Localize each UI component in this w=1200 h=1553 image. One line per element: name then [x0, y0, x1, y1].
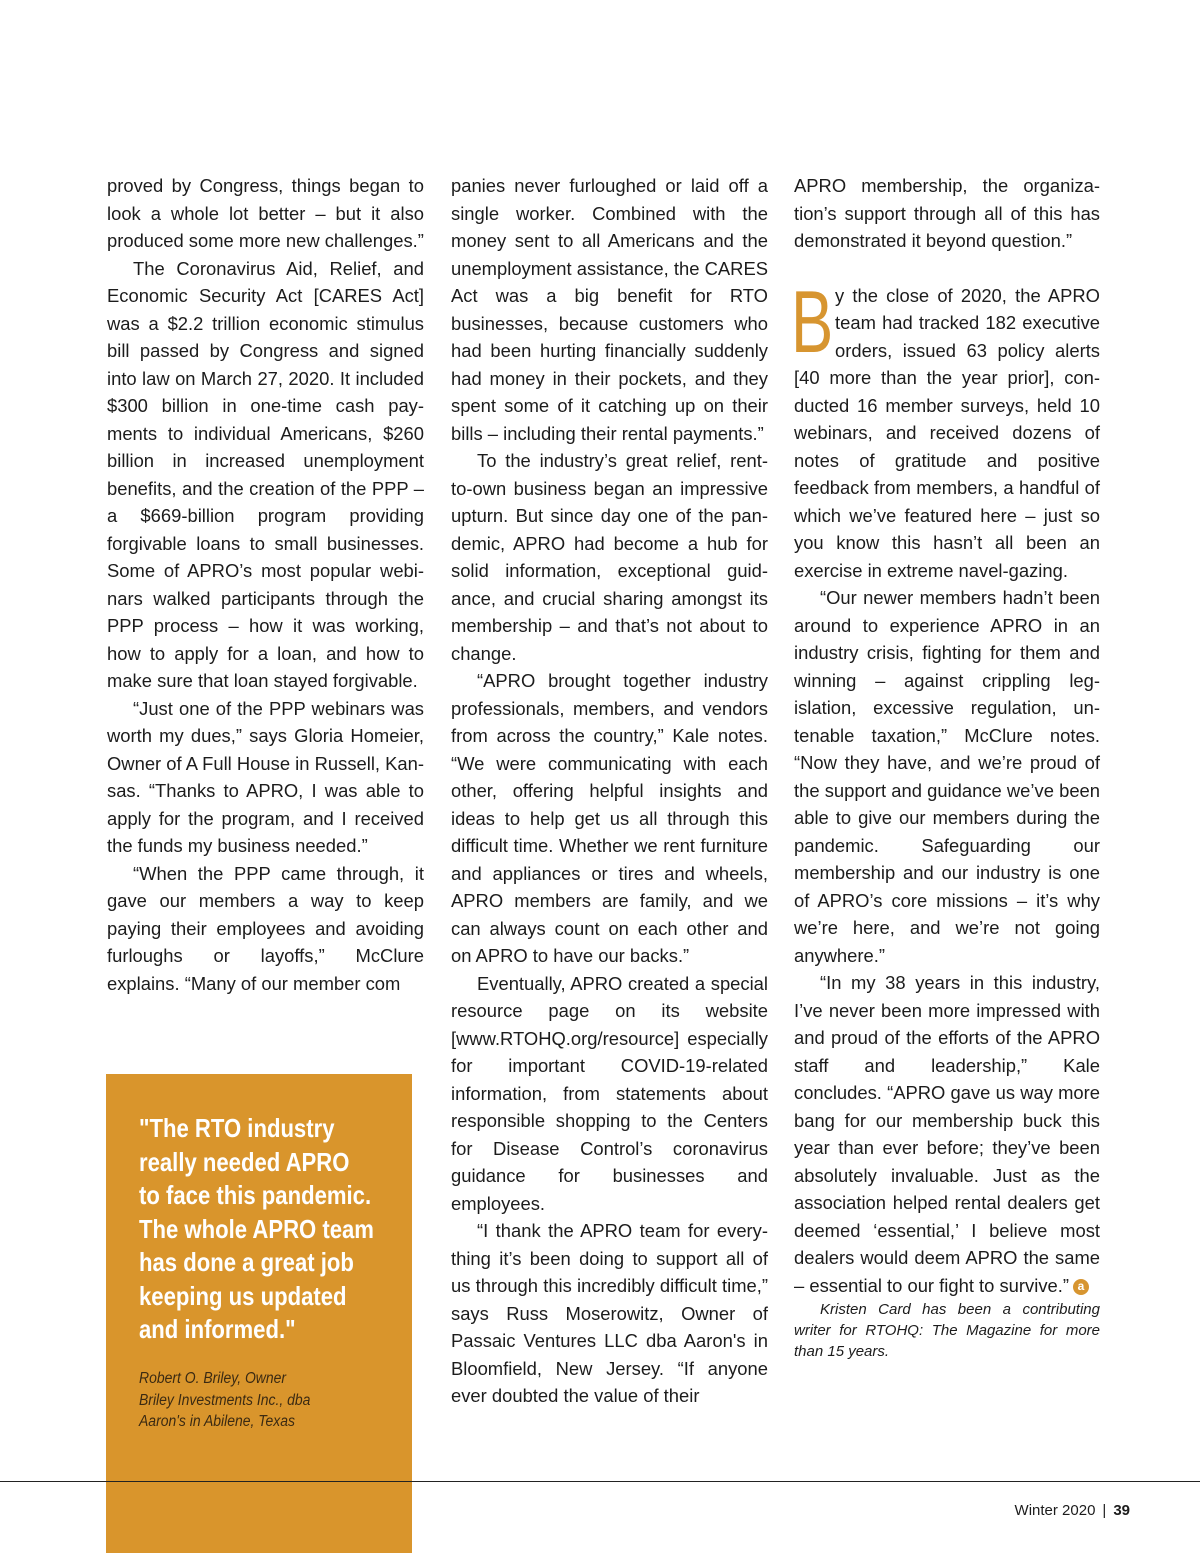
paragraph: “Our newer members hadn’t been around to experience APRO in an industry crisis, fighting for them and winning – against crippling legislation, excessive regulation, untenable taxation,” McClure notes. “Now they have, and we’re proud of the support and guidance we’ve been able to give our members during the pandemic. Safeguarding our membership and our industry is one of APRO’s core missions – it’s why we’re here, and we’re not going anywhere.”	[794, 587, 1100, 966]
issue-label: Winter 2020	[1014, 1502, 1096, 1519]
paragraph	[794, 969, 1100, 1299]
pull-quote-line: and informed."	[139, 1314, 296, 1344]
page-number: 39	[1113, 1502, 1130, 1519]
article-column-2	[451, 172, 768, 1410]
article-column-1	[107, 172, 424, 997]
attribution-line: Robert O. Briley, Owner	[139, 1370, 287, 1387]
paragraph: To the industry’s great relief, rent-to-own business began an impressive upturn. But since day one of the pandemic, APRO had become a hub for solid information, exceptional guidance, and crucial sharing amongst its membership – and that’s not about to change.	[451, 450, 768, 664]
pull-quote-line: keeping us updated	[139, 1280, 347, 1311]
closing-paragraph-text: “In my 38 years in this industry, I’ve never been more impressed with and proud of the efforts of the APRO staff and leadership,” Kale concludes. “APRO gave us way more bang for our membership buck this year than ever before; they’ve been absolutely invaluable. Just as the association helped rental dealers get deemed ‘essential,’ I believe most dealers would deem APRO the same – essential to our fight to survive.”	[794, 972, 1100, 1296]
attribution-line: Aaron's in Abilene, Texas	[139, 1413, 295, 1430]
paragraph: Eventually, APRO created a special resource page on its website [www.RTOHQ.org/resource] especially for important COVID-19-related information, from statements about responsible shopping to the Centers for Disease Control’s coronavirus guidance for businesses and employees.	[451, 972, 768, 1214]
paragraph: The Coronavirus Aid, Relief, and Economic Security Act [CARES Act] was a $2.2 trillion economic stimulus bill passed by Congress and signed into law on March 27, 2020. It included $300 billion in one-time cash payments to individual Americans, $260 billion in increased unemployment benefits, and the creation of the PPP – a $669-billion program providing forgivable loans to small businesses. Some of APRO’s most popular webinars walked participants through the PPP process – how it was working, how to apply for a loan, and how to make sure that loan stayed forgivable.	[107, 257, 424, 691]
pull-quote-line: The whole APRO team	[139, 1213, 374, 1244]
page-footer	[1015, 1501, 1130, 1521]
paragraph: APRO membership, the organization’s support through all of this has demonstrated it beyond question.”	[794, 175, 1100, 251]
pull-quote-text	[139, 1112, 394, 1347]
paragraph: “I thank the APRO team for everything it’s been doing to support all of us through this incredibly difficult time,” says Russ Moserowitz, Owner of Passaic Ventures LLC dba Aaron's in Bloomfield, New Jersey. “If anyone ever doubted the value of their	[451, 1220, 768, 1406]
footer-separator: |	[1102, 1502, 1107, 1519]
paragraph: “Just one of the PPP webinars was worth my dues,” says Gloria Homeier, Owner of A Full House in Russell, Kansas. “Thanks to APRO, I was able to apply for the program, and I received the funds my business needed.”	[107, 697, 424, 856]
paragraph: panies never furloughed or laid off a single worker. Combined with the money sent to all Americans and the unemployment assistance, the CARES Act was a big benefit for RTO businesses, because customers who had been hurting financially suddenly had money in their pockets, and they spent some of it catching up on their bills – including their rental payments.”	[451, 175, 768, 444]
paragraph: y the close of 2020, the APRO team had tracked 182 executive orders, issued 63 policy alerts [40 more than the year prior], conducted 16 member surveys, held 10 webinars, and received dozens of notes of gratitude and positive feedback from members, a handful of which we’ve featured here – just so you know this hasn’t all been an exercise in extreme navel-gazing.	[794, 284, 1100, 581]
pull-quote-line: to face this pandemic.	[139, 1180, 372, 1210]
paragraph: “APRO brought together industry professionals, members, and vendors from across the country,” Kale notes. “We were communicating with each other, offering helpful insights and ideas to help get us all through this difficult time. Whether we rent furniture and appliances or tires and wheels, APRO members are family, and we can always count on each other and on APRO to have our backs.”	[451, 670, 768, 966]
article-column-3	[791, 172, 1100, 1362]
pull-quote-line: has done a great job	[139, 1247, 354, 1277]
paragraph: proved by Congress, things began to look a whole lot better – but it also produced some more new challenges.”	[107, 175, 424, 251]
end-mark-icon: a	[1073, 1279, 1089, 1295]
pull-quote-attribution	[139, 1368, 355, 1433]
pull-quote-line: "The RTO industry	[139, 1113, 335, 1143]
dropcap-paragraph-block	[791, 271, 1100, 585]
paragraph: “When the PPP came through, it gave our members a way to keep paying their employees and avoiding furloughs or layoffs,” McClure explains. “Many of our member com	[107, 862, 424, 994]
attribution-line: Briley Investments Inc., dba	[139, 1391, 311, 1409]
pull-quote-line: really needed APRO	[139, 1146, 350, 1177]
author-byline: Kristen Card has been a contributing writer for RTOHQ: The Magazine for more than 15 years.	[794, 1301, 1100, 1360]
footer-rule	[0, 1481, 1200, 1482]
drop-cap: B	[791, 271, 834, 371]
